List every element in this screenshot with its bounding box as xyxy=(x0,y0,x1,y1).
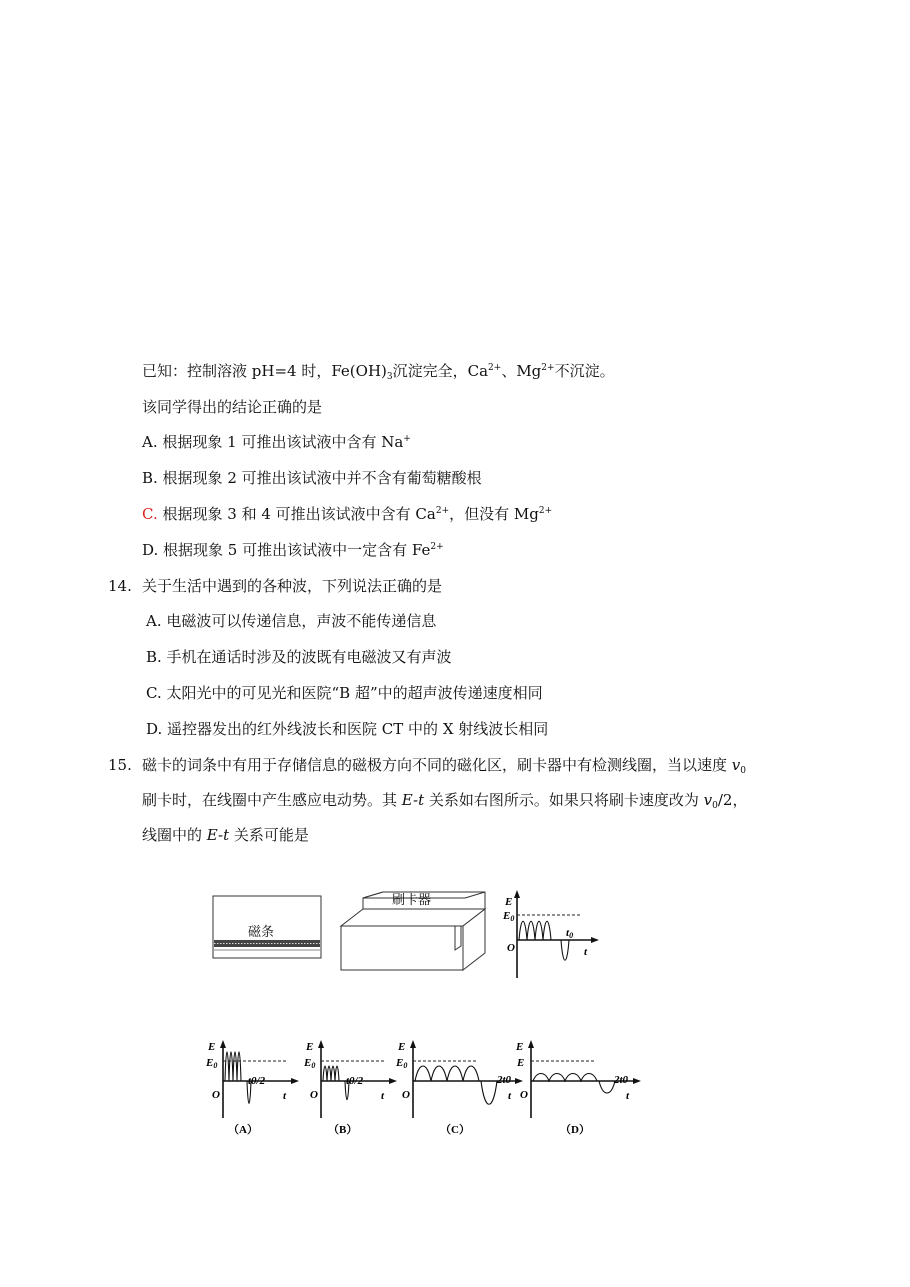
opt-a-e-label: E xyxy=(208,1041,216,1053)
opt-d-e-mark: E xyxy=(517,1057,525,1069)
reader-label: 刷卡器 xyxy=(392,892,432,907)
opt-c-e0-label: E0 xyxy=(396,1057,408,1070)
opt-b-origin-label: O xyxy=(310,1089,318,1101)
main-t0-label: t0 xyxy=(566,927,574,940)
opt-b-e0-label: E0 xyxy=(304,1057,316,1070)
q13-option-a: A. 根据现象 1 可推出该试液中含有 Na+ xyxy=(142,433,411,451)
q15-line-3: 线圈中的 E-t 关系可能是 xyxy=(142,826,309,844)
main-et-graph xyxy=(502,890,599,978)
q13-option-c: C. 根据现象 3 和 4 可推出该试液中含有 $Ca^{2+}$，但没有 $Mg^{2+}$ xyxy=(142,505,553,523)
q14-option-c: C. 太阳光中的可见光和医院“B 超”中的超声波传递速度相同 xyxy=(146,684,543,702)
opt-a-t-label: t xyxy=(283,1090,287,1102)
q14-option-b: B. 手机在通话时涉及的波既有电磁波又有声波 xyxy=(146,648,452,666)
opt-d-origin-label: O xyxy=(520,1089,528,1101)
option-c-graph xyxy=(395,1040,523,1136)
opt-c-e-label: E xyxy=(398,1041,406,1053)
main-e0-label: E0 xyxy=(503,910,515,923)
q14-option-d: D. 遥控器发出的红外线波长和医院 CT 中的 X 射线波长相同 xyxy=(146,720,549,738)
q13-option-c-label: C. xyxy=(142,505,158,523)
known-condition: 已知：控制溶液 pH=4 时，$Fe(OH)_3$沉淀完全，$Ca^{2+}$、$Mg^{2+}$不沉淀。 xyxy=(142,362,615,382)
opt-d-t-label: t xyxy=(626,1090,630,1102)
q13-stem: 该同学得出的结论正确的是 xyxy=(142,398,323,416)
option-b-graph xyxy=(303,1040,397,1136)
opt-b-e-label: E xyxy=(306,1041,314,1053)
opt-d-mark-label: 2t0 xyxy=(614,1074,629,1086)
card-label: 磁条 xyxy=(248,924,275,939)
q15-line-2: 刷卡时，在线圈中产生感应电动势。其 E-t 关系如右图所示。如果只将刷卡速度改为 $v_0/2$， xyxy=(142,791,748,811)
q14-number: 14. xyxy=(108,577,132,595)
opt-a-e0-label: E0 xyxy=(206,1057,218,1070)
q13-option-d: D. 根据现象 5 可推出该试液中一定含有 $Fe^{2+}$ xyxy=(142,541,444,559)
opt-b-caption: （B） xyxy=(328,1124,358,1136)
q15-number: 15. xyxy=(108,756,132,774)
q14-stem: 关于生活中遇到的各种波，下列说法正确的是 xyxy=(142,577,443,595)
opt-c-caption: （C） xyxy=(440,1124,470,1136)
option-a-graph xyxy=(205,1040,299,1136)
q13-option-b: B. 根据现象 2 可推出该试液中并不含有葡萄糖酸根 xyxy=(142,469,482,487)
opt-a-origin-label: O xyxy=(212,1089,220,1101)
main-origin-label: O xyxy=(507,942,515,954)
opt-d-caption: （D） xyxy=(560,1124,590,1136)
main-t-label: t xyxy=(584,946,588,958)
opt-c-origin-label: O xyxy=(402,1089,410,1101)
opt-b-t-label: t xyxy=(381,1090,385,1102)
q15-line-1: 磁卡的词条中有用于存储信息的磁极方向不同的磁化区，刷卡器中有检测线圈，当以速度 $v_0$ xyxy=(142,756,746,776)
card-reader xyxy=(341,892,485,970)
magnetic-card xyxy=(213,896,321,958)
option-d-graph xyxy=(515,1040,641,1136)
opt-c-mark-label: 2t0 xyxy=(497,1074,512,1086)
opt-a-mark-label: t0/2 xyxy=(248,1075,266,1087)
main-e-label: E xyxy=(505,896,513,908)
q14-option-a: A. 电磁波可以传递信息，声波不能传递信息 xyxy=(146,612,437,630)
opt-c-t-label: t xyxy=(508,1090,512,1102)
opt-a-caption: （A） xyxy=(228,1124,258,1136)
opt-d-e-label: E xyxy=(516,1041,524,1053)
opt-b-mark-label: t0/2 xyxy=(346,1075,364,1087)
